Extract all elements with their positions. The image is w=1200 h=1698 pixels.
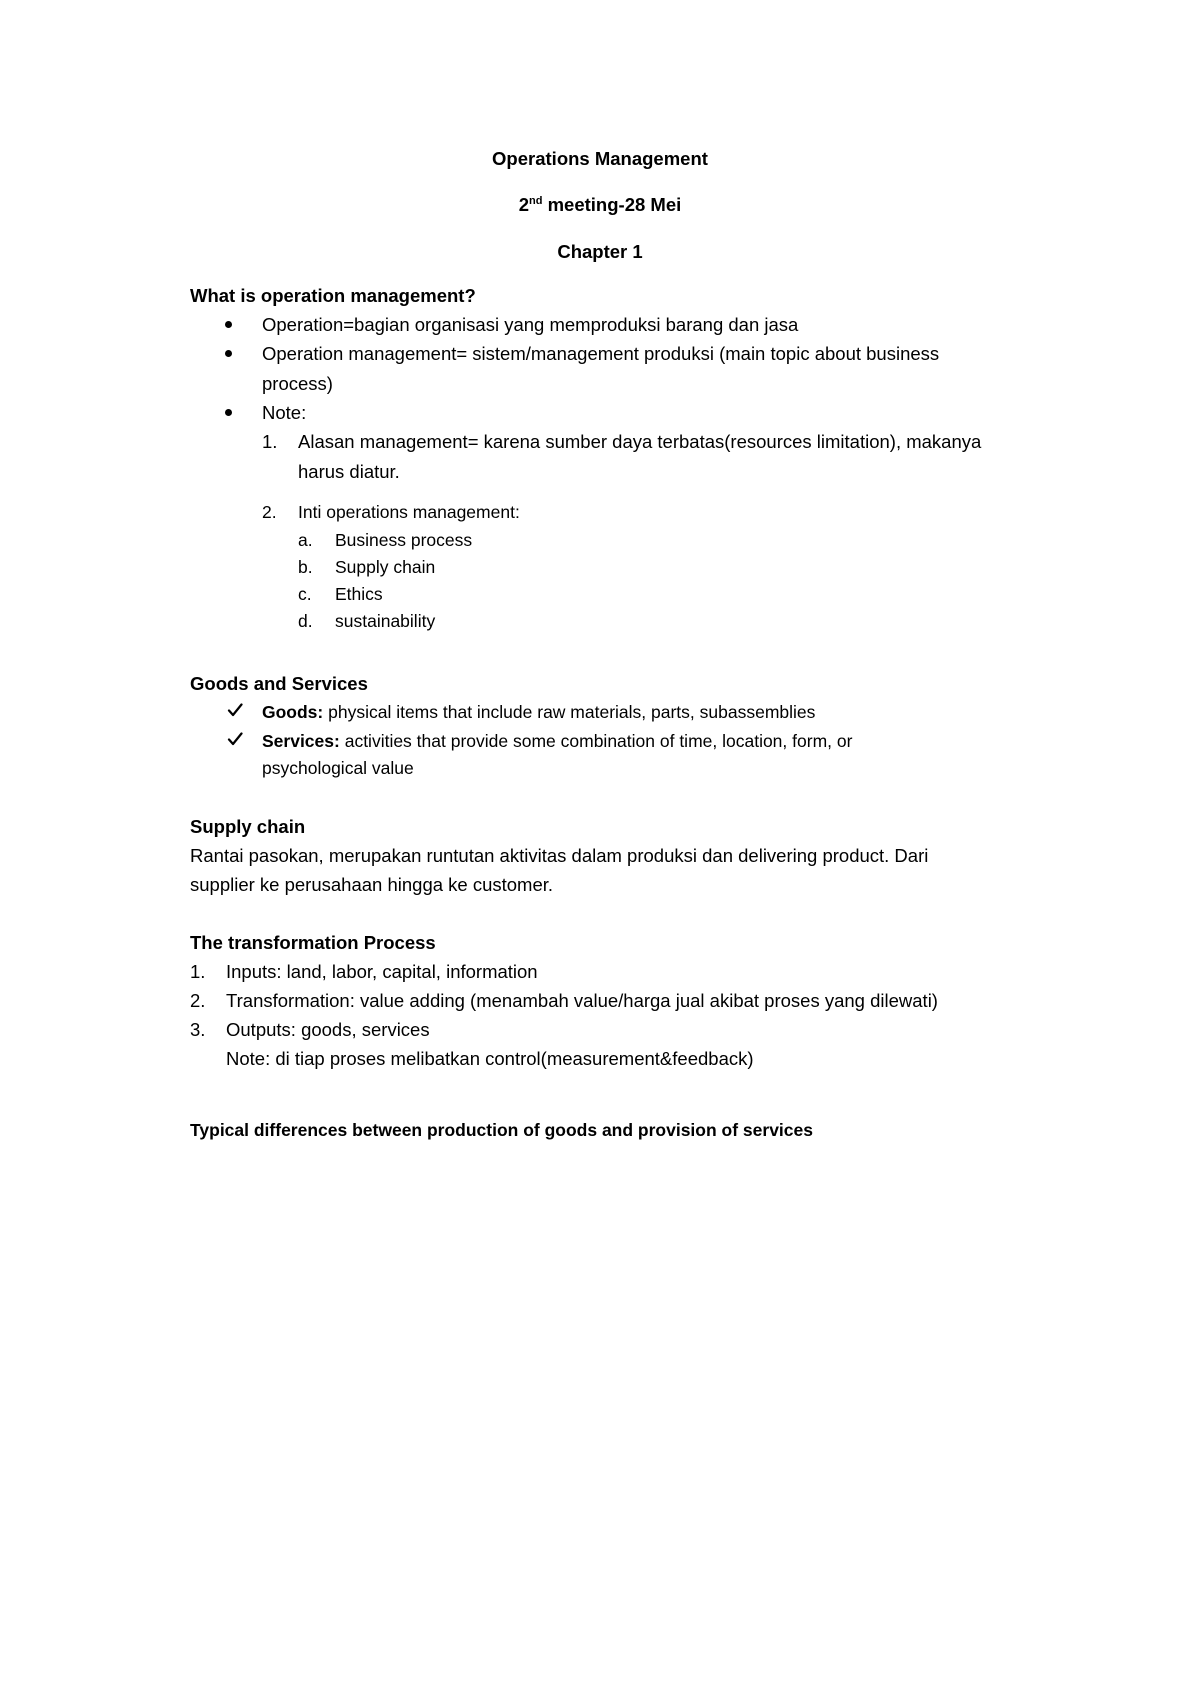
checkmark-icon — [227, 702, 243, 718]
note-item-2-number: 2. — [262, 502, 277, 522]
bullet-note: Note: — [262, 402, 307, 423]
services-label: Services: — [262, 731, 340, 751]
services-text: activities that provide some combination of time, location, form, or — [339, 731, 853, 751]
section-heading-transformation: The transformation Process — [190, 932, 436, 953]
transformation-item-outputs: Outputs: goods, services — [226, 1019, 430, 1040]
sub-item-supply-chain: Supply chain — [335, 557, 436, 577]
checkmark-icon — [227, 731, 243, 747]
bullet-icon — [225, 409, 232, 416]
transformation-item-inputs: Inputs: land, labor, capital, information — [226, 961, 538, 982]
transformation-item-number: 3. — [190, 1019, 206, 1040]
transformation-item-number: 1. — [190, 961, 206, 982]
services-definition — [262, 733, 852, 751]
sub-item-label: d. — [298, 611, 313, 631]
supply-chain-paragraph-line1: Rantai pasokan, merupakan runtutan aktivitas dalam produksi dan delivering product. Dari — [190, 845, 929, 866]
transformation-note: Note: di tiap proses melibatkan control(measurement&feedback) — [226, 1048, 754, 1069]
meeting-date: meeting-28 Mei — [542, 194, 682, 215]
transformation-item-number: 2. — [190, 990, 206, 1011]
supply-chain-paragraph-line2: supplier ke perusahaan hingga ke customer. — [190, 874, 554, 895]
goods-label: Goods: — [262, 702, 324, 722]
sub-item-label: b. — [298, 557, 313, 577]
note-item-1-line1: Alasan management= karena sumber daya terbatas(resources limitation), makanya — [298, 431, 982, 452]
bullet-icon — [225, 321, 232, 328]
sub-item-label: a. — [298, 530, 313, 550]
bullet-icon — [225, 350, 232, 357]
chapter-heading: Chapter 1 — [557, 241, 643, 262]
section-heading-typical-differences: Typical differences between production of goods and provision of services — [190, 1120, 813, 1140]
goods-definition — [262, 704, 815, 722]
sub-item-label: c. — [298, 584, 312, 604]
section-heading-supply-chain: Supply chain — [190, 816, 306, 837]
note-item-1-number: 1. — [262, 431, 278, 452]
meeting-subtitle — [0, 196, 1200, 215]
sub-item-sustainability: sustainability — [335, 611, 436, 631]
bullet-operation-management-line2: process) — [262, 373, 333, 394]
bullet-operation: Operation=bagian organisasi yang memproduksi barang dan jasa — [262, 314, 799, 335]
bullet-operation-management-line1: Operation management= sistem/management produksi (main topic about business — [262, 343, 940, 364]
section-heading-goods-services: Goods and Services — [190, 673, 368, 694]
note-item-1-line2: harus diatur. — [298, 461, 400, 482]
note-item-2-text: Inti operations management: — [298, 502, 520, 522]
services-definition-line2: psychological value — [262, 758, 414, 778]
meeting-number: 2 — [518, 194, 530, 215]
sub-item-business-process: Business process — [335, 530, 473, 550]
meeting-ordinal-suffix: nd — [529, 194, 543, 207]
section-heading-what-is-om: What is operation management? — [190, 285, 476, 306]
goods-text: physical items that include raw materials, parts, subassemblies — [323, 702, 816, 722]
sub-item-ethics: Ethics — [335, 584, 383, 604]
transformation-item-transformation: Transformation: value adding (menambah value/harga jual akibat proses yang dilewati) — [226, 990, 938, 1011]
document-title: Operations Management — [492, 148, 708, 169]
